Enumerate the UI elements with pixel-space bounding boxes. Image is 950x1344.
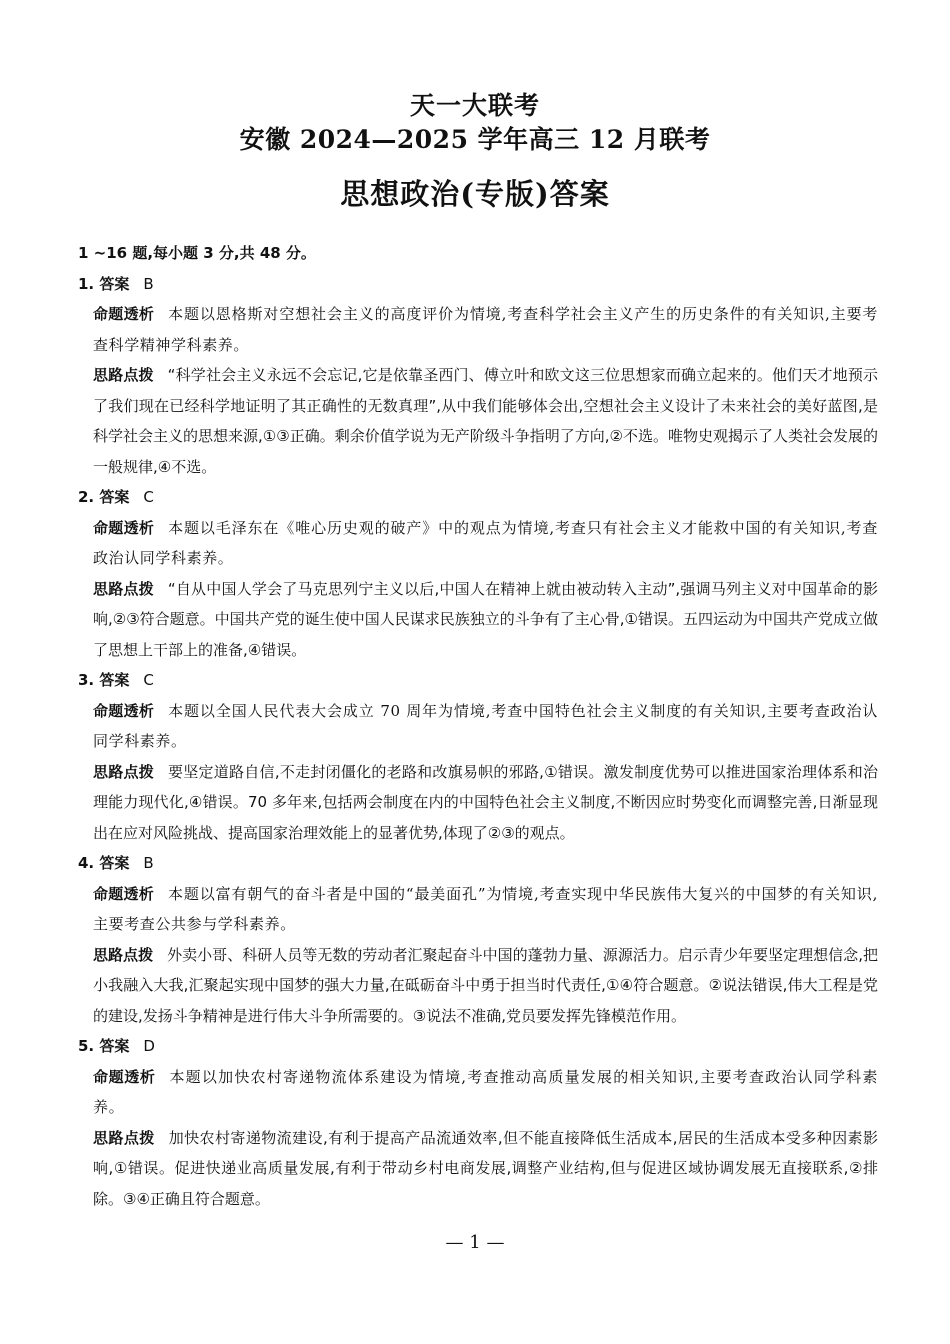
analysis-text: 本题以全国人民代表大会成立 70 周年为情境,考查中国特色社会主义制度的有关知识,主要考查政治认同学科素养。 [93, 701, 878, 750]
question-number: 1. 答案 [78, 274, 130, 293]
question-number: 2. 答案 [78, 488, 130, 506]
analysis-label: 命题透析 [93, 518, 155, 537]
tips-label: 思路点拨 [93, 945, 154, 964]
question-number: 3. 答案 [78, 671, 130, 689]
tips-text: 要坚定道路自信,不走封闭僵化的老路和改旗易帜的邪路,①错误。激发制度优势可以推进国家治理体系和治理能力现代化,④错误。70 多年来,包括两会制度在内的中国特色社会主义制度,不断因应时势变化而调整完善,日渐显现出在应对风险挑战、提高国家治理效能上的显著优势,体现了②③的观点。 [93, 762, 878, 842]
subject-answer-title: 思想政治(专版)答案 [340, 177, 610, 211]
analysis-text: 本题以恩格斯对空想社会主义的高度评价为情境,考查科学社会主义产生的历史条件的有关知识,主要考查科学精神学科素养。 [93, 305, 878, 354]
tips-label: 思路点拨 [93, 762, 155, 781]
tips-text: “科学社会主义永远不会忘记,它是依靠圣西门、傅立叶和欧文这三位思想家而确立起来的。他们天才地预示了我们现在已经科学地证明了其正确性的无数真理”,从中我们能够体会出,空想社会主义设计了未来社会的美好蓝图,是科学社会主义的思想来源,①③正确。剩余价值学说为无产阶级斗争指明了方向,②不选。唯物史观揭示了人类社会发展的一般规律,④不选。 [93, 366, 878, 476]
analysis-paragraph [78, 696, 878, 757]
tips-label: 思路点拨 [93, 579, 154, 598]
analysis-label: 命题透析 [93, 1067, 156, 1086]
analysis-paragraph [78, 879, 878, 940]
question-header [78, 269, 878, 300]
analysis-label: 命题透析 [93, 305, 155, 323]
question-header [78, 1031, 878, 1062]
tips-text: 加快农村寄递物流建设,有利于提高产品流通效率,但不能直接降低生活成本,居民的生活成本受多种因素影响,①错误。促进快递业高质量发展,有利于带动乡村电商发展,调整产业结构,但与促进区域协调发展无直接联系,②排除。③④正确且符合题意。 [93, 1128, 878, 1208]
tips-paragraph [78, 360, 878, 482]
question-block [78, 1031, 878, 1214]
analysis-paragraph [78, 513, 878, 574]
answer-letter: C [143, 671, 154, 689]
tips-text: “自从中国人学会了马克思列宁主义以后,中国人在精神上就由被动转入主动”,强调马列主义对中国革命的影响,②③符合题意。中国共产党的诞生使中国人民谋求民族独立的斗争有了主心骨,①错误。五四运动为中国共产党成立做了思想上干部上的准备,④错误。 [93, 579, 878, 659]
organizer-title: 天一大联考 [409, 91, 540, 120]
analysis-text: 本题以毛泽东在《唯心历史观的破产》中的观点为情境,考查只有社会主义才能救中国的有关知识,考查政治认同学科素养。 [93, 518, 878, 567]
tips-label: 思路点拨 [93, 366, 154, 384]
analysis-label: 命题透析 [93, 884, 155, 903]
tips-paragraph [78, 574, 878, 666]
tips-paragraph [78, 757, 878, 849]
question-block [78, 848, 878, 1031]
question-block [78, 665, 878, 848]
question-header [78, 848, 878, 879]
analysis-label: 命题透析 [93, 701, 155, 720]
question-block [78, 269, 878, 483]
question-header [78, 482, 878, 513]
answer-letter: B [143, 854, 154, 872]
tips-text: 外卖小哥、科研人员等无数的劳动者汇聚起奋斗中国的蓬勃力量、源源活力。启示青少年要坚定理想信念,把小我融入大我,汇聚起实现中国梦的强大力量,在砥砺奋斗中勇于担当时代责任,①④符合题意。②说法错误,伟大工程是党的建设,发扬斗争精神是进行伟大斗争所需要的。③说法不准确,党员要发挥先锋模范作用。 [93, 945, 878, 1025]
answer-letter: B [143, 274, 154, 293]
question-number: 4. 答案 [78, 854, 130, 872]
analysis-paragraph [78, 299, 878, 360]
analysis-text: 本题以加快农村寄递物流体系建设为情境,考查推动高质量发展的相关知识,主要考查政治认同学科素养。 [93, 1067, 878, 1116]
exam-title: 安徽 2024—2025 学年高三 12 月联考 [239, 125, 711, 154]
answer-letter: C [143, 488, 154, 506]
tips-paragraph [78, 940, 878, 1032]
answer-content [78, 238, 878, 1214]
answer-letter: D [143, 1037, 155, 1055]
question-number: 5. 答案 [78, 1037, 130, 1055]
tips-paragraph [78, 1123, 878, 1215]
question-block [78, 482, 878, 665]
tips-label: 思路点拨 [93, 1128, 155, 1147]
analysis-text: 本题以富有朝气的奋斗者是中国的“最美面孔”为情境,考查实现中华民族伟大复兴的中国梦的有关知识,主要考查公共参与学科素养。 [93, 884, 878, 933]
question-header [78, 665, 878, 696]
analysis-paragraph [78, 1062, 878, 1123]
page-number: — 1 — [445, 1232, 505, 1253]
scoring-intro: 1 ~16 题,每小题 3 分,共 48 分。 [78, 244, 316, 262]
